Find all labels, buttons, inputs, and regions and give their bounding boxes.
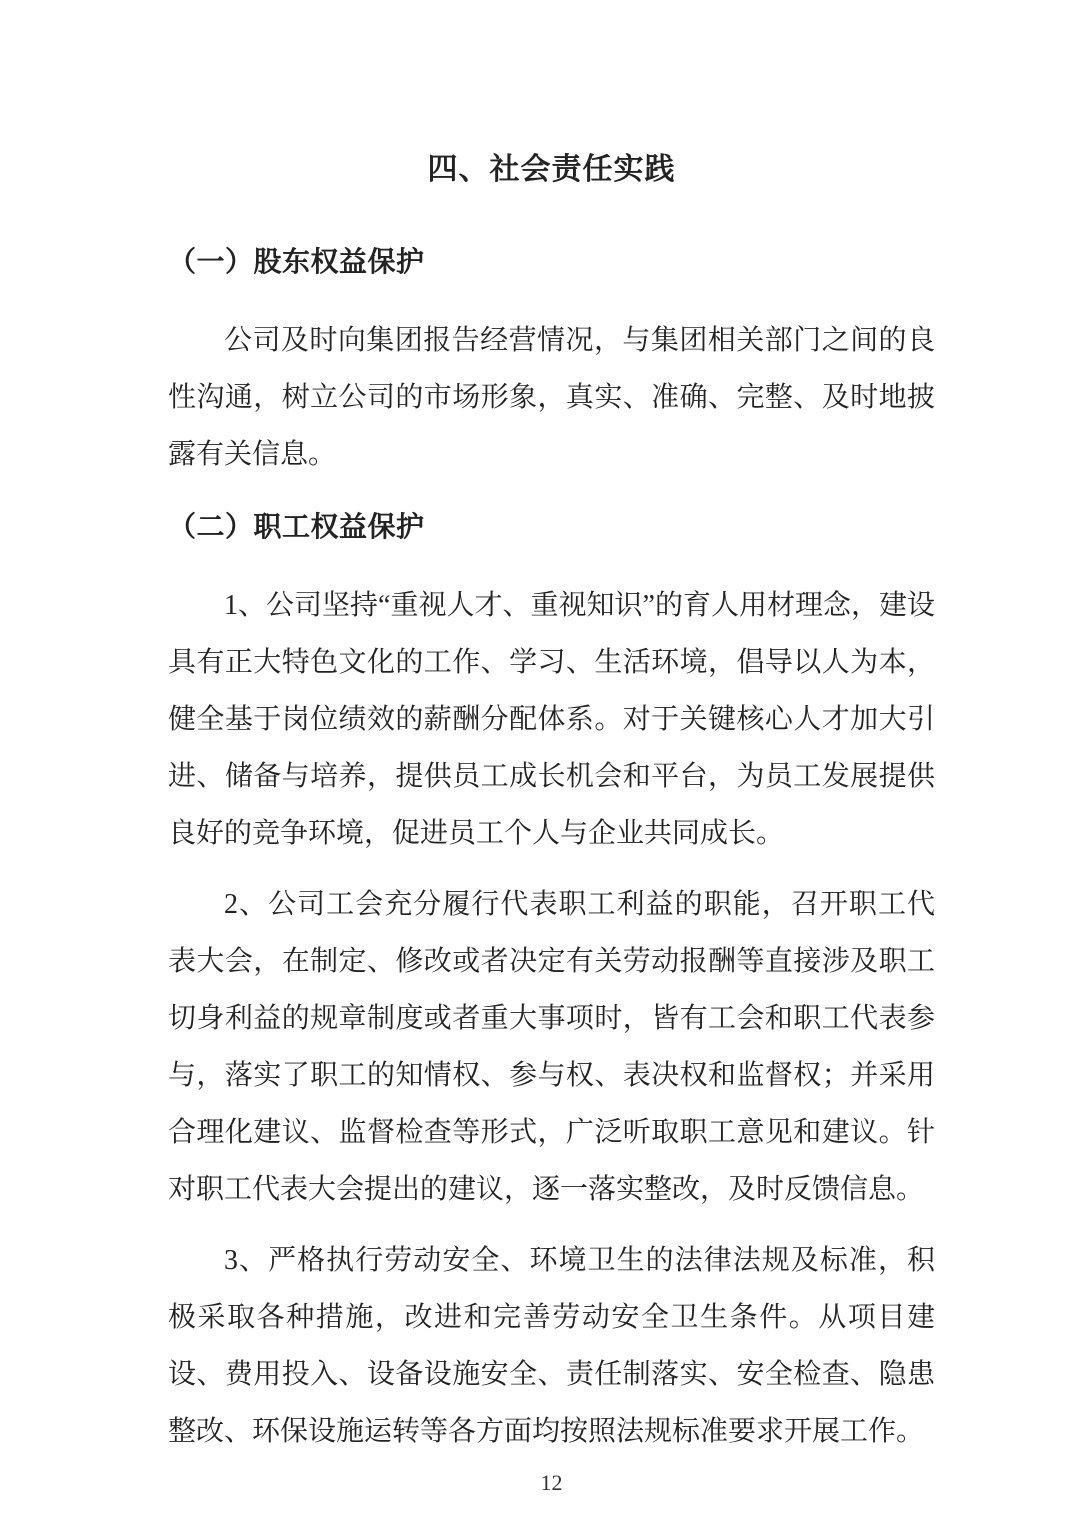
section-heading-shareholder-rights: （一）股东权益保护 — [168, 247, 425, 278]
page-number: 12 — [540, 1470, 563, 1495]
section-heading-employee-rights: （二）职工权益保护 — [168, 512, 425, 543]
body-paragraph: 3、严格执行劳动安全、环境卫生的法律法规及标准，积极采取各种措施，改进和完善劳动安全卫生条件。从项目建设、费用投入、设备设施安全、责任制落实、安全检查、隐患整改、环保设施运转等各方面均按照法规标准要求开展工作。 — [168, 1245, 935, 1447]
body-paragraph: 2、公司工会充分履行代表职工利益的职能，召开职工代表大会，在制定、修改或者决定有关劳动报酬等直接涉及职工切身利益的规章制度或者重大事项时，皆有工会和职工代表参与，落实了职工的知情权、参与权、表决权和监督权；并采用合理化建议、监督检查等形式，广泛听取职工意见和建议。针对职工代表大会提出的建议，逐一落实整改，及时反馈信息。 — [168, 889, 935, 1205]
page-title: 四、社会责任实践 — [427, 153, 676, 186]
body-paragraph: 公司及时向集团报告经营情况，与集团相关部门之间的良性沟通，树立公司的市场形象，真实、准确、完整、及时地披露有关信息。 — [168, 325, 935, 470]
body-paragraph: 1、公司坚持“重视人才、重视知识”的育人用材理念，建设具有正大特色文化的工作、学习、生活环境，倡导以人为本，健全基于岗位绩效的薪酬分配体系。对于关键核心人才加大引进、储备与培养，提供员工成长机会和平台，为员工发展提供良好的竞争环境，促进员工个人与企业共同成长。 — [168, 590, 935, 849]
